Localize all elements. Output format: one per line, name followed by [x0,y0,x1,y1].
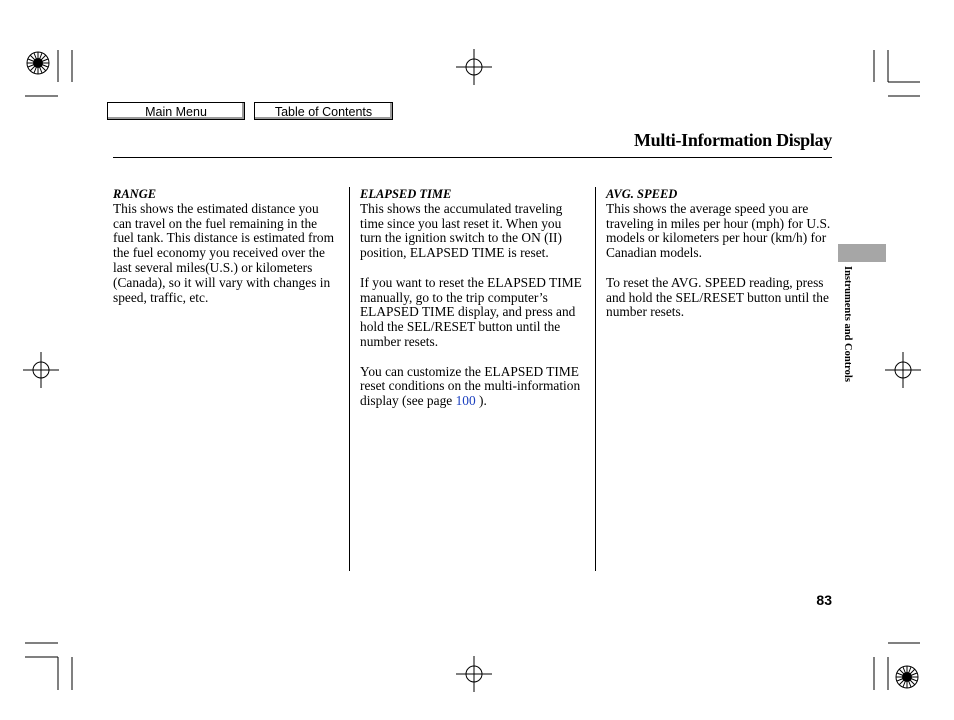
registration-crosshair-right [885,352,921,388]
elapsed-time-paragraph-2: If you want to reset the ELAPSED TIME manually, go to the trip computer’s ELAPSED TIME display, and press and hold the SEL/RESET button until the number resets. [360,274,582,349]
table-of-contents-button[interactable]: Table of Contents [254,102,393,120]
avg-speed-paragraph-2: To reset the AVG. SPEED reading, press and hold the SEL/RESET button until the number resets. [606,274,829,320]
registration-crosshair-top [456,49,492,85]
elapsed-time-paragraph-1: This shows the accumulated traveling time since you last reset it. When you turn the ignition switch to the ON (II) position, ELAPSED TIME is reset. [360,200,563,261]
avg-speed-paragraph-1: This shows the average speed you are traveling in miles per hour (mph) for U.S. models or kilometers per hour (km/h) for Canadian models. [606,200,831,261]
registration-target-bottom-right [896,666,918,688]
page-title: Multi-Information Display [633,130,832,150]
section-heading-avg-speed: AVG. SPEED [606,187,678,201]
section-heading-range: RANGE [113,187,157,201]
registration-crosshair-bottom [456,656,492,692]
elapsed-time-paragraph-3-text: You can customize the ELAPSED TIME reset conditions on the multi-information display (see page [360,363,581,409]
range-paragraph: This shows the estimated distance you can travel on the fuel remaining in the fuel tank. This distance is estimated from the fuel economy you received over the last several miles(U.S.) or kilometers (Canada), so it will vary with changes in speed, traffic, etc. [113,200,335,305]
registration-target-top-left [27,52,49,74]
section-tab-label: Instruments and Controls [842,266,853,382]
page-100-link[interactable]: 100 [455,393,476,409]
main-menu-button[interactable]: Main Menu [107,102,245,120]
registration-crosshair-left [23,352,59,388]
page-number: 83 [816,592,832,608]
section-heading-elapsed-time: ELAPSED TIME [360,187,452,201]
elapsed-time-paragraph-3-end: ). [475,393,487,409]
